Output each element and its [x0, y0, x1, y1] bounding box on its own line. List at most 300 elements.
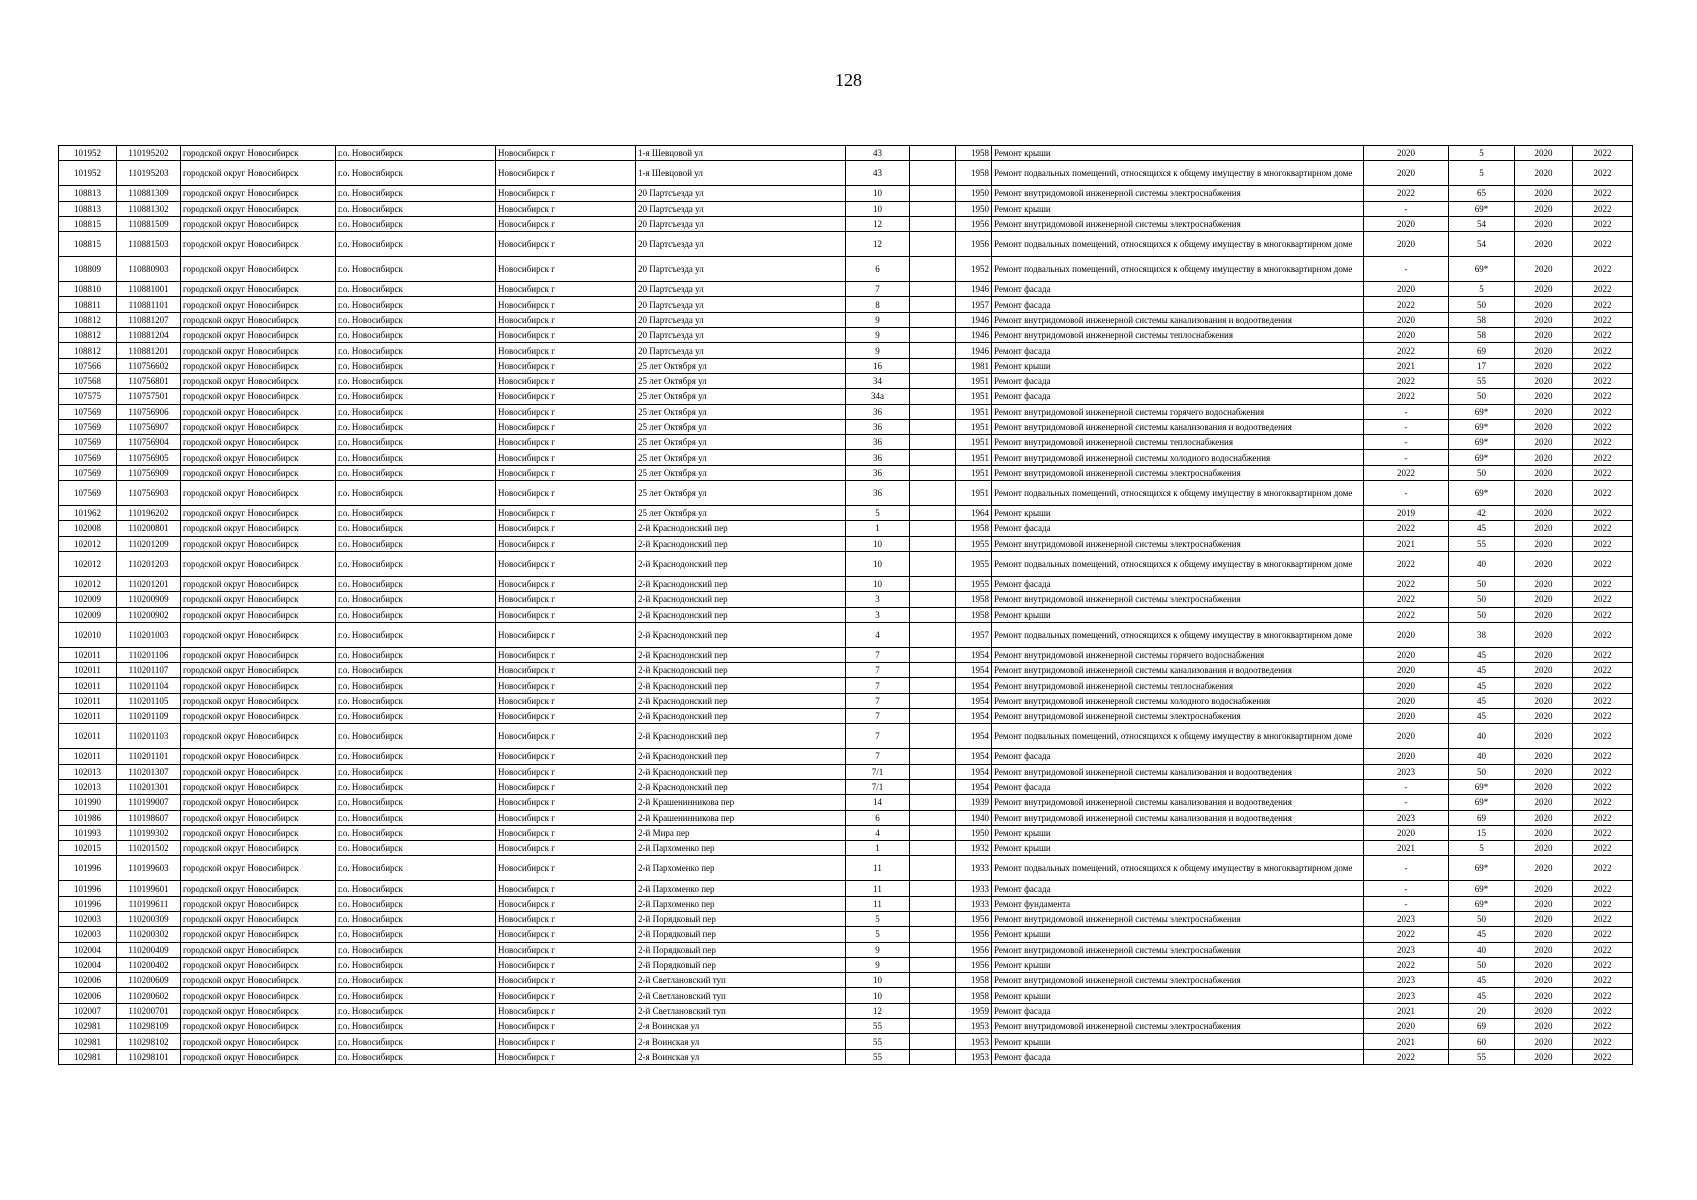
cell-last-repair-year: 2020	[1364, 146, 1449, 161]
cell-building	[910, 1049, 956, 1064]
cell-work-type: Ремонт внутридомовой инженерной системы канализования и водоотведения	[992, 312, 1364, 327]
cell-house-id: 107569	[59, 465, 117, 480]
cell-build-year: 1958	[956, 161, 992, 186]
cell-build-year: 1951	[956, 373, 992, 388]
cell-wear-percent: 45	[1449, 973, 1515, 988]
cell-wear-percent: 40	[1449, 724, 1515, 749]
cell-work-type: Ремонт подвальных помещений, относящихся к общему имуществу в многоквартирном доме	[992, 622, 1364, 647]
cell-plan-start-year: 2020	[1515, 312, 1573, 327]
cell-settlement: г.о. Новосибирск	[336, 749, 496, 764]
cell-build-year: 1933	[956, 896, 992, 911]
table-row	[59, 450, 1633, 465]
cell-locality: Новосибирск г	[496, 810, 636, 825]
cell-plan-end-year: 2022	[1573, 551, 1633, 576]
cell-house-number: 7	[846, 693, 910, 708]
cell-work-type: Ремонт внутридомовой инженерной системы электроснабжения	[992, 942, 1364, 957]
cell-settlement: г.о. Новосибирск	[336, 465, 496, 480]
cell-work-type: Ремонт внутридомовой инженерной системы холодного водоснабжения	[992, 450, 1364, 465]
cell-house-number: 1	[846, 521, 910, 536]
cell-plan-start-year: 2020	[1515, 647, 1573, 662]
cell-work-type: Ремонт фасада	[992, 1049, 1364, 1064]
cell-street: 2-й Краснодонский пер	[636, 607, 846, 622]
cell-plan-start-year: 2020	[1515, 825, 1573, 840]
cell-work-type: Ремонт внутридомовой инженерной системы электроснабжения	[992, 973, 1364, 988]
cell-element-id: 110201307	[117, 764, 181, 779]
cell-settlement: г.о. Новосибирск	[336, 764, 496, 779]
cell-wear-percent: 69*	[1449, 881, 1515, 896]
cell-plan-end-year: 2022	[1573, 358, 1633, 373]
cell-house-id: 102003	[59, 927, 117, 942]
cell-locality: Новосибирск г	[496, 896, 636, 911]
cell-element-id: 110201103	[117, 724, 181, 749]
cell-last-repair-year: 2021	[1364, 536, 1449, 551]
cell-element-id: 110200309	[117, 911, 181, 926]
cell-work-type: Ремонт фасада	[992, 779, 1364, 794]
cell-work-type: Ремонт крыши	[992, 841, 1364, 856]
table-row	[59, 536, 1633, 551]
cell-build-year: 1946	[956, 282, 992, 297]
cell-settlement: г.о. Новосибирск	[336, 709, 496, 724]
cell-settlement: г.о. Новосибирск	[336, 1003, 496, 1018]
cell-municipal-district: городской округ Новосибирск	[181, 825, 336, 840]
cell-house-id: 107566	[59, 358, 117, 373]
cell-settlement: г.о. Новосибирск	[336, 282, 496, 297]
cell-wear-percent: 40	[1449, 551, 1515, 576]
cell-last-repair-year: 2020	[1364, 693, 1449, 708]
cell-work-type: Ремонт фасада	[992, 389, 1364, 404]
cell-element-id: 110756602	[117, 358, 181, 373]
table-row	[59, 312, 1633, 327]
cell-house-number: 36	[846, 450, 910, 465]
cell-locality: Новосибирск г	[496, 161, 636, 186]
cell-plan-end-year: 2022	[1573, 576, 1633, 591]
cell-plan-end-year: 2022	[1573, 973, 1633, 988]
cell-house-number: 7	[846, 282, 910, 297]
cell-street: 25 лет Октября ул	[636, 389, 846, 404]
cell-plan-start-year: 2020	[1515, 881, 1573, 896]
cell-element-id: 110756906	[117, 404, 181, 419]
cell-building	[910, 232, 956, 257]
cell-street: 2-й Мира пер	[636, 825, 846, 840]
cell-element-id: 110201209	[117, 536, 181, 551]
cell-wear-percent: 54	[1449, 232, 1515, 257]
cell-plan-end-year: 2022	[1573, 373, 1633, 388]
cell-municipal-district: городской округ Новосибирск	[181, 1049, 336, 1064]
cell-house-number: 1	[846, 841, 910, 856]
cell-house-number: 36	[846, 465, 910, 480]
cell-wear-percent: 69*	[1449, 201, 1515, 216]
cell-wear-percent: 50	[1449, 465, 1515, 480]
cell-house-id: 102011	[59, 693, 117, 708]
table-body	[59, 146, 1633, 1065]
cell-settlement: г.о. Новосибирск	[336, 942, 496, 957]
cell-build-year: 1950	[956, 186, 992, 201]
cell-build-year: 1951	[956, 465, 992, 480]
cell-last-repair-year: 2022	[1364, 1049, 1449, 1064]
cell-element-id: 110756909	[117, 465, 181, 480]
cell-build-year: 1951	[956, 450, 992, 465]
register-table	[58, 145, 1633, 1065]
cell-build-year: 1933	[956, 881, 992, 896]
cell-house-number: 6	[846, 257, 910, 282]
cell-street: 20 Партсъезда ул	[636, 312, 846, 327]
cell-street: 20 Партсъезда ул	[636, 216, 846, 231]
cell-building	[910, 282, 956, 297]
cell-settlement: г.о. Новосибирск	[336, 536, 496, 551]
cell-element-id: 110881101	[117, 297, 181, 312]
cell-house-number: 36	[846, 435, 910, 450]
cell-locality: Новосибирск г	[496, 1049, 636, 1064]
cell-settlement: г.о. Новосибирск	[336, 810, 496, 825]
cell-element-id: 110200909	[117, 592, 181, 607]
cell-settlement: г.о. Новосибирск	[336, 957, 496, 972]
cell-locality: Новосибирск г	[496, 927, 636, 942]
cell-wear-percent: 50	[1449, 911, 1515, 926]
cell-locality: Новосибирск г	[496, 973, 636, 988]
cell-plan-end-year: 2022	[1573, 1034, 1633, 1049]
cell-settlement: г.о. Новосибирск	[336, 419, 496, 434]
table-row	[59, 216, 1633, 231]
cell-settlement: г.о. Новосибирск	[336, 343, 496, 358]
cell-plan-start-year: 2020	[1515, 186, 1573, 201]
cell-plan-end-year: 2022	[1573, 724, 1633, 749]
cell-municipal-district: городской округ Новосибирск	[181, 795, 336, 810]
cell-plan-end-year: 2022	[1573, 693, 1633, 708]
cell-building	[910, 647, 956, 662]
cell-plan-start-year: 2020	[1515, 764, 1573, 779]
cell-plan-end-year: 2022	[1573, 328, 1633, 343]
cell-building	[910, 297, 956, 312]
cell-locality: Новосибирск г	[496, 328, 636, 343]
cell-building	[910, 419, 956, 434]
cell-plan-end-year: 2022	[1573, 607, 1633, 622]
cell-locality: Новосибирск г	[496, 779, 636, 794]
cell-house-number: 36	[846, 481, 910, 506]
cell-work-type: Ремонт подвальных помещений, относящихся к общему имуществу в многоквартирном доме	[992, 551, 1364, 576]
cell-plan-end-year: 2022	[1573, 622, 1633, 647]
table-row	[59, 465, 1633, 480]
cell-locality: Новосибирск г	[496, 881, 636, 896]
cell-work-type: Ремонт внутридомовой инженерной системы электроснабжения	[992, 1019, 1364, 1034]
cell-house-number: 34	[846, 373, 910, 388]
cell-building	[910, 678, 956, 693]
table-row	[59, 663, 1633, 678]
cell-wear-percent: 40	[1449, 942, 1515, 957]
cell-plan-start-year: 2020	[1515, 576, 1573, 591]
cell-plan-end-year: 2022	[1573, 419, 1633, 434]
cell-build-year: 1958	[956, 973, 992, 988]
cell-element-id: 110201107	[117, 663, 181, 678]
cell-wear-percent: 20	[1449, 1003, 1515, 1018]
cell-building	[910, 161, 956, 186]
cell-plan-end-year: 2022	[1573, 404, 1633, 419]
cell-plan-start-year: 2020	[1515, 749, 1573, 764]
cell-element-id: 110199007	[117, 795, 181, 810]
cell-plan-start-year: 2020	[1515, 282, 1573, 297]
cell-house-id: 102011	[59, 709, 117, 724]
cell-plan-end-year: 2022	[1573, 343, 1633, 358]
cell-plan-end-year: 2022	[1573, 297, 1633, 312]
cell-street: 2-й Светлановский туп	[636, 973, 846, 988]
cell-plan-start-year: 2020	[1515, 358, 1573, 373]
cell-house-id: 102010	[59, 622, 117, 647]
cell-last-repair-year: 2020	[1364, 825, 1449, 840]
cell-settlement: г.о. Новосибирск	[336, 216, 496, 231]
cell-plan-start-year: 2020	[1515, 1049, 1573, 1064]
cell-last-repair-year: 2023	[1364, 764, 1449, 779]
cell-municipal-district: городской округ Новосибирск	[181, 663, 336, 678]
cell-municipal-district: городской округ Новосибирск	[181, 1034, 336, 1049]
cell-plan-end-year: 2022	[1573, 678, 1633, 693]
cell-build-year: 1951	[956, 404, 992, 419]
cell-building	[910, 521, 956, 536]
cell-plan-start-year: 2020	[1515, 450, 1573, 465]
cell-street: 25 лет Октября ул	[636, 450, 846, 465]
cell-build-year: 1932	[956, 841, 992, 856]
cell-plan-end-year: 2022	[1573, 896, 1633, 911]
cell-last-repair-year: 2022	[1364, 576, 1449, 591]
cell-locality: Новосибирск г	[496, 435, 636, 450]
table-row	[59, 201, 1633, 216]
cell-street: 2-й Порядковый пер	[636, 927, 846, 942]
cell-house-id: 107569	[59, 481, 117, 506]
cell-settlement: г.о. Новосибирск	[336, 724, 496, 749]
cell-building	[910, 404, 956, 419]
cell-house-id: 108812	[59, 343, 117, 358]
cell-street: 20 Партсъезда ул	[636, 186, 846, 201]
cell-build-year: 1964	[956, 506, 992, 521]
table-row	[59, 622, 1633, 647]
cell-locality: Новосибирск г	[496, 795, 636, 810]
cell-plan-end-year: 2022	[1573, 506, 1633, 521]
cell-wear-percent: 50	[1449, 389, 1515, 404]
cell-plan-end-year: 2022	[1573, 481, 1633, 506]
table-row	[59, 988, 1633, 1003]
cell-work-type: Ремонт крыши	[992, 927, 1364, 942]
cell-build-year: 1953	[956, 1019, 992, 1034]
cell-element-id: 110881207	[117, 312, 181, 327]
cell-wear-percent: 69	[1449, 1019, 1515, 1034]
cell-plan-end-year: 2022	[1573, 1003, 1633, 1018]
cell-work-type: Ремонт подвальных помещений, относящихся к общему имуществу в многоквартирном доме	[992, 232, 1364, 257]
cell-locality: Новосибирск г	[496, 506, 636, 521]
cell-locality: Новосибирск г	[496, 724, 636, 749]
cell-building	[910, 973, 956, 988]
cell-street: 2-й Порядковый пер	[636, 911, 846, 926]
cell-plan-end-year: 2022	[1573, 841, 1633, 856]
cell-house-id: 102981	[59, 1034, 117, 1049]
cell-plan-start-year: 2020	[1515, 927, 1573, 942]
cell-last-repair-year: -	[1364, 419, 1449, 434]
cell-element-id: 110756907	[117, 419, 181, 434]
cell-municipal-district: городской округ Новосибирск	[181, 435, 336, 450]
cell-last-repair-year: 2022	[1364, 297, 1449, 312]
table-row	[59, 481, 1633, 506]
cell-building	[910, 841, 956, 856]
cell-house-number: 11	[846, 881, 910, 896]
cell-build-year: 1953	[956, 1049, 992, 1064]
cell-street: 25 лет Октября ул	[636, 465, 846, 480]
cell-house-id: 108815	[59, 216, 117, 231]
table-row	[59, 911, 1633, 926]
cell-build-year: 1954	[956, 764, 992, 779]
cell-settlement: г.о. Новосибирск	[336, 161, 496, 186]
cell-house-number: 10	[846, 988, 910, 1003]
cell-wear-percent: 40	[1449, 749, 1515, 764]
cell-municipal-district: городской округ Новосибирск	[181, 957, 336, 972]
cell-municipal-district: городской округ Новосибирск	[181, 358, 336, 373]
cell-house-id: 108815	[59, 232, 117, 257]
cell-plan-start-year: 2020	[1515, 343, 1573, 358]
cell-municipal-district: городской округ Новосибирск	[181, 521, 336, 536]
cell-street: 2-й Пархоменко пер	[636, 881, 846, 896]
cell-work-type: Ремонт крыши	[992, 607, 1364, 622]
cell-work-type: Ремонт крыши	[992, 1034, 1364, 1049]
cell-wear-percent: 5	[1449, 161, 1515, 186]
cell-house-id: 102006	[59, 988, 117, 1003]
cell-building	[910, 257, 956, 282]
cell-settlement: г.о. Новосибирск	[336, 988, 496, 1003]
cell-last-repair-year: 2020	[1364, 647, 1449, 662]
cell-work-type: Ремонт фасада	[992, 1003, 1364, 1018]
cell-locality: Новосибирск г	[496, 825, 636, 840]
cell-house-number: 7/1	[846, 764, 910, 779]
cell-element-id: 110881001	[117, 282, 181, 297]
cell-last-repair-year: 2022	[1364, 465, 1449, 480]
cell-street: 20 Партсъезда ул	[636, 343, 846, 358]
cell-street: 2-я Воинская ул	[636, 1019, 846, 1034]
cell-municipal-district: городской округ Новосибирск	[181, 161, 336, 186]
cell-plan-end-year: 2022	[1573, 825, 1633, 840]
cell-plan-end-year: 2022	[1573, 663, 1633, 678]
cell-plan-end-year: 2022	[1573, 911, 1633, 926]
cell-settlement: г.о. Новосибирск	[336, 1019, 496, 1034]
cell-build-year: 1954	[956, 663, 992, 678]
cell-settlement: г.о. Новосибирск	[336, 795, 496, 810]
cell-municipal-district: городской округ Новосибирск	[181, 678, 336, 693]
table-row	[59, 389, 1633, 404]
cell-house-number: 7	[846, 663, 910, 678]
cell-house-id: 107569	[59, 435, 117, 450]
cell-work-type: Ремонт крыши	[992, 988, 1364, 1003]
cell-house-id: 101962	[59, 506, 117, 521]
cell-plan-end-year: 2022	[1573, 942, 1633, 957]
cell-element-id: 110195202	[117, 146, 181, 161]
cell-build-year: 1951	[956, 435, 992, 450]
cell-plan-end-year: 2022	[1573, 957, 1633, 972]
cell-municipal-district: городской округ Новосибирск	[181, 186, 336, 201]
cell-wear-percent: 55	[1449, 1049, 1515, 1064]
cell-house-number: 11	[846, 856, 910, 881]
cell-house-number: 7	[846, 678, 910, 693]
cell-plan-start-year: 2020	[1515, 663, 1573, 678]
cell-build-year: 1933	[956, 856, 992, 881]
cell-house-number: 12	[846, 232, 910, 257]
cell-house-id: 102015	[59, 841, 117, 856]
cell-work-type: Ремонт внутридомовой инженерной системы канализования и водоотведения	[992, 810, 1364, 825]
cell-settlement: г.о. Новосибирск	[336, 358, 496, 373]
cell-house-id: 102012	[59, 551, 117, 576]
cell-element-id: 110756801	[117, 373, 181, 388]
cell-street: 2-й Краснодонский пер	[636, 678, 846, 693]
cell-plan-end-year: 2022	[1573, 647, 1633, 662]
cell-house-id: 102981	[59, 1019, 117, 1034]
cell-build-year: 1958	[956, 607, 992, 622]
cell-house-number: 55	[846, 1019, 910, 1034]
cell-settlement: г.о. Новосибирск	[336, 297, 496, 312]
cell-municipal-district: городской округ Новосибирск	[181, 841, 336, 856]
cell-work-type: Ремонт фасада	[992, 343, 1364, 358]
table-row	[59, 856, 1633, 881]
table-row	[59, 343, 1633, 358]
cell-municipal-district: городской округ Новосибирск	[181, 927, 336, 942]
cell-settlement: г.о. Новосибирск	[336, 622, 496, 647]
cell-plan-start-year: 2020	[1515, 988, 1573, 1003]
cell-locality: Новосибирск г	[496, 1003, 636, 1018]
cell-street: 20 Партсъезда ул	[636, 257, 846, 282]
cell-element-id: 110201106	[117, 647, 181, 662]
cell-house-number: 7/1	[846, 779, 910, 794]
cell-house-number: 9	[846, 312, 910, 327]
cell-street: 2-й Краснодонский пер	[636, 749, 846, 764]
cell-municipal-district: городской округ Новосибирск	[181, 911, 336, 926]
cell-house-number: 10	[846, 973, 910, 988]
cell-street: 2-й Пархоменко пер	[636, 841, 846, 856]
table-row	[59, 973, 1633, 988]
cell-locality: Новосибирск г	[496, 1034, 636, 1049]
cell-work-type: Ремонт крыши	[992, 358, 1364, 373]
cell-house-number: 55	[846, 1034, 910, 1049]
cell-settlement: г.о. Новосибирск	[336, 896, 496, 911]
table-row	[59, 647, 1633, 662]
cell-wear-percent: 69	[1449, 810, 1515, 825]
cell-build-year: 1956	[956, 911, 992, 926]
cell-settlement: г.о. Новосибирск	[336, 647, 496, 662]
cell-settlement: г.о. Новосибирск	[336, 576, 496, 591]
cell-work-type: Ремонт фасада	[992, 521, 1364, 536]
cell-street: 2-й Краснодонский пер	[636, 724, 846, 749]
cell-work-type: Ремонт фасада	[992, 749, 1364, 764]
cell-element-id: 110200609	[117, 973, 181, 988]
cell-element-id: 110201201	[117, 576, 181, 591]
cell-build-year: 1954	[956, 779, 992, 794]
cell-settlement: г.о. Новосибирск	[336, 201, 496, 216]
cell-house-number: 9	[846, 328, 910, 343]
cell-house-number: 7	[846, 709, 910, 724]
cell-building	[910, 592, 956, 607]
table-row	[59, 257, 1633, 282]
cell-street: 20 Партсъезда ул	[636, 232, 846, 257]
cell-wear-percent: 69*	[1449, 779, 1515, 794]
cell-building	[910, 1003, 956, 1018]
cell-house-number: 12	[846, 216, 910, 231]
cell-house-number: 4	[846, 622, 910, 647]
cell-locality: Новосибирск г	[496, 911, 636, 926]
cell-house-id: 101952	[59, 161, 117, 186]
cell-municipal-district: городской округ Новосибирск	[181, 764, 336, 779]
cell-last-repair-year: 2022	[1364, 607, 1449, 622]
cell-building	[910, 373, 956, 388]
cell-work-type: Ремонт подвальных помещений, относящихся к общему имуществу в многоквартирном доме	[992, 724, 1364, 749]
cell-last-repair-year: -	[1364, 795, 1449, 810]
cell-element-id: 110200302	[117, 927, 181, 942]
cell-wear-percent: 69*	[1449, 435, 1515, 450]
cell-last-repair-year: 2020	[1364, 312, 1449, 327]
cell-house-id: 102011	[59, 663, 117, 678]
cell-plan-end-year: 2022	[1573, 927, 1633, 942]
table-row	[59, 146, 1633, 161]
cell-wear-percent: 50	[1449, 576, 1515, 591]
